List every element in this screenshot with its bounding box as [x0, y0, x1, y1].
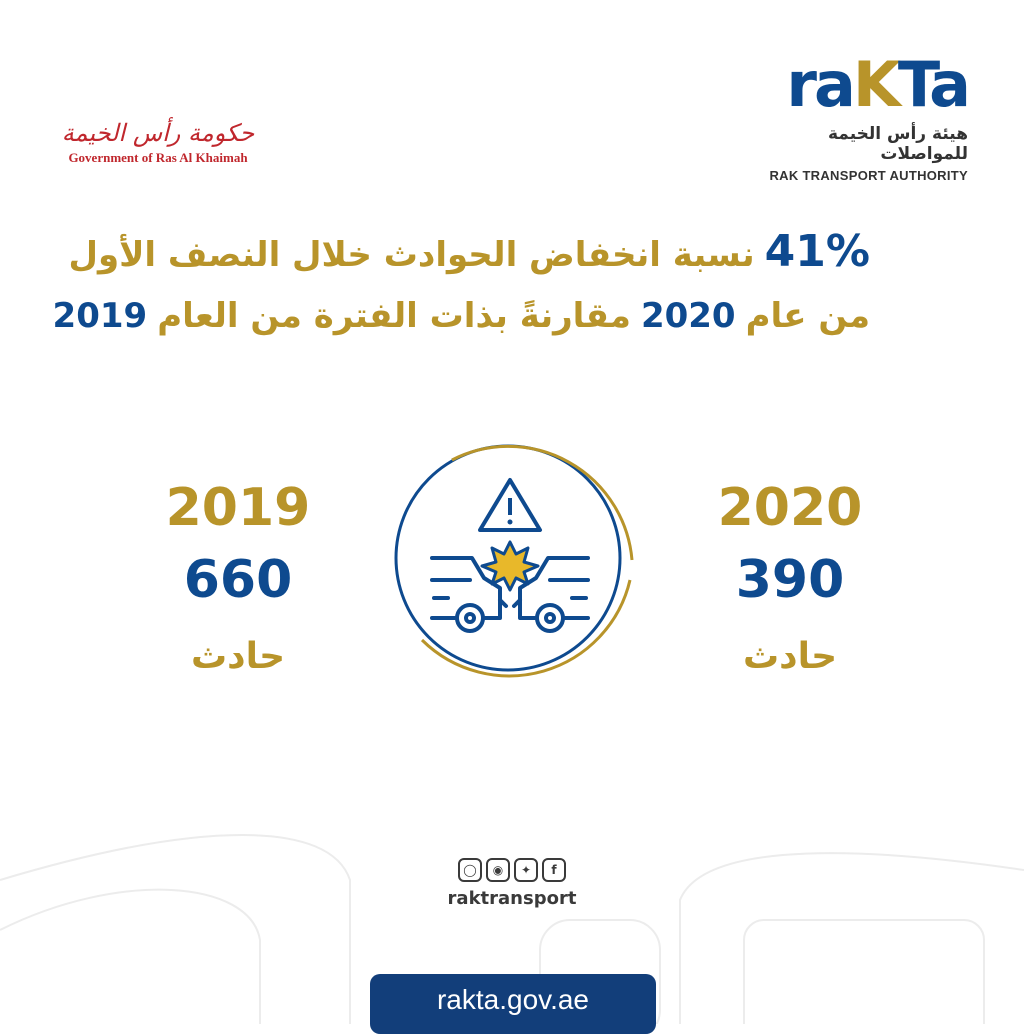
website-link[interactable]: [370, 974, 656, 1034]
twitter-icon[interactable]: ✦: [514, 858, 538, 882]
rakta-english-name: RAK TRANSPORT AUTHORITY: [769, 168, 968, 183]
gov-logo-english: Government of Ras Al Khaimah: [68, 150, 248, 165]
headline-line-1: [68, 226, 870, 277]
stat-count: 660: [183, 550, 293, 610]
rakta-word-k: K: [852, 48, 898, 121]
social-links: [434, 858, 590, 909]
rakta-wordmark: [758, 48, 968, 121]
warning-triangle-icon: [480, 480, 540, 530]
stat-unit: حادث: [742, 636, 838, 677]
stat-year: 2020: [717, 478, 863, 538]
stat-2019: [138, 478, 338, 682]
headline-percent: 41%: [764, 226, 870, 277]
social-icons: [434, 858, 590, 882]
headline-line1-text: نسبة انخفاض الحوادث خلال النصف الأول: [68, 235, 755, 275]
government-logo: [58, 118, 258, 166]
headline-line2-year1: 2020: [640, 296, 736, 336]
website-url[interactable]: rakta.gov.ae: [436, 984, 590, 1015]
stat-unit: حادث: [190, 636, 286, 677]
car-crash-icon: [382, 430, 638, 686]
headline-line2-year2: 2019: [52, 296, 148, 336]
rakta-word-b: Ta: [897, 48, 968, 121]
rakta-logo: [758, 48, 968, 183]
snapchat-icon[interactable]: ◯: [458, 858, 482, 882]
stat-count: 390: [735, 550, 845, 610]
rakta-word-a: ra: [786, 48, 853, 121]
headline-line2-part2: مقارنةً بذات الفترة من العام: [157, 296, 631, 336]
stat-2020: [690, 478, 890, 682]
facebook-icon[interactable]: f: [542, 858, 566, 882]
headline-line2-part1: من عام: [745, 296, 870, 336]
instagram-icon[interactable]: ◉: [486, 858, 510, 882]
stat-year: 2019: [165, 478, 311, 538]
social-handle[interactable]: raktransport: [447, 888, 577, 909]
rakta-arabic-name: هيئة رأس الخيمة للمواصلات: [828, 124, 968, 164]
gov-logo-arabic: حكومة رأس الخيمة: [61, 119, 255, 147]
headline-line-2: [43, 296, 870, 336]
